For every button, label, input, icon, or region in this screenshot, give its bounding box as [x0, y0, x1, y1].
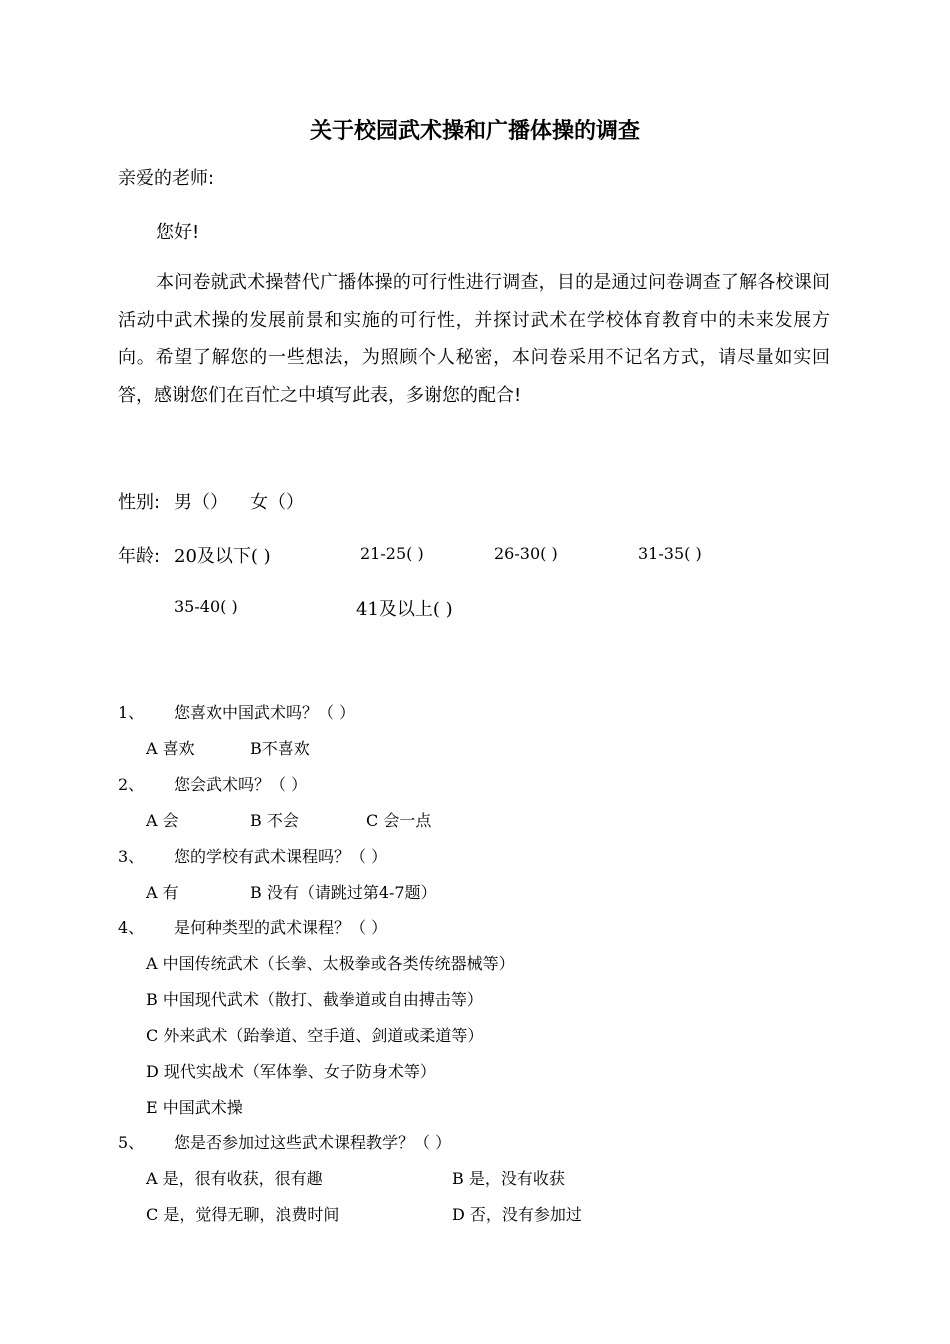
answer-option[interactable]: B 不会 — [250, 811, 299, 830]
answer-option[interactable]: B不喜欢 — [250, 739, 310, 758]
answer-option[interactable]: A 喜欢 — [146, 739, 195, 758]
age-label: 年龄: — [118, 546, 161, 567]
salutation: 亲爱的老师: — [118, 168, 215, 189]
answer-option[interactable]: D 现代实战术（军体拳、女子防身术等） — [146, 1062, 436, 1081]
question-text: 您会武术吗？（ ） — [174, 775, 308, 794]
answer-option[interactable]: B 中国现代武术（散打、截拳道或自由搏击等） — [146, 990, 483, 1009]
question-text: 是何种类型的武术课程？（ ） — [174, 918, 388, 937]
page-title: 关于校园武术操和广播体操的调查 — [309, 119, 640, 144]
question-text: 您的学校有武术课程吗？（ ） — [174, 847, 388, 866]
question-number: 1、 — [118, 703, 145, 722]
question-number: 2、 — [118, 775, 145, 794]
answer-option[interactable]: A 有 — [146, 883, 179, 902]
question-number: 4、 — [118, 918, 145, 937]
age-option-26-30[interactable]: 26-30( ) — [494, 544, 558, 563]
answer-option[interactable]: A 中国传统武术（长拳、太极拳或各类传统器械等） — [146, 954, 515, 973]
gender-label: 性别: — [118, 492, 161, 513]
age-option-35-40[interactable]: 35-40( ) — [174, 597, 238, 616]
gender-option-male[interactable]: 男（） — [174, 492, 228, 513]
age-option-20-below[interactable]: 20及以下( ) — [174, 546, 271, 567]
answer-option[interactable]: C 外来武术（跆拳道、空手道、剑道或柔道等） — [146, 1026, 484, 1045]
answer-option[interactable]: D 否，没有参加过 — [452, 1205, 582, 1224]
question-text: 您是否参加过这些武术课程教学？（ ） — [174, 1133, 452, 1152]
answer-option[interactable]: B 是，没有收获 — [452, 1169, 565, 1188]
question-number: 5、 — [118, 1133, 145, 1152]
age-option-31-35[interactable]: 31-35( ) — [638, 544, 702, 563]
question-text: 您喜欢中国武术吗？（ ） — [174, 703, 356, 722]
intro-paragraph: 本问卷就武术操替代广播体操的可行性进行调查，目的是通过问卷调查了解各校课间活动中武术操的发展前景和实施的可行性，并探讨武术在学校体育教育中的未来发展方向。希望了解您的一些想法，为照顾个人秘密，本问卷采用不记名方式，请尽量如实回答，感谢您们在百忙之中填写此表，多谢您的配合! — [118, 272, 830, 406]
answer-option[interactable]: C 会一点 — [366, 811, 432, 830]
gender-option-female[interactable]: 女（） — [250, 492, 304, 513]
age-option-41-above[interactable]: 41及以上( ) — [356, 599, 453, 620]
answer-option[interactable]: C 是，觉得无聊，浪费时间 — [146, 1205, 340, 1224]
question-number: 3、 — [118, 847, 145, 866]
answer-option[interactable]: E 中国武术操 — [146, 1098, 243, 1117]
answer-option[interactable]: B 没有（请跳过第4-7题） — [250, 883, 437, 902]
greeting: 您好! — [156, 222, 200, 243]
answer-option[interactable]: A 会 — [146, 811, 179, 830]
age-option-21-25[interactable]: 21-25( ) — [360, 544, 424, 563]
answer-option[interactable]: A 是，很有收获，很有趣 — [146, 1169, 323, 1188]
